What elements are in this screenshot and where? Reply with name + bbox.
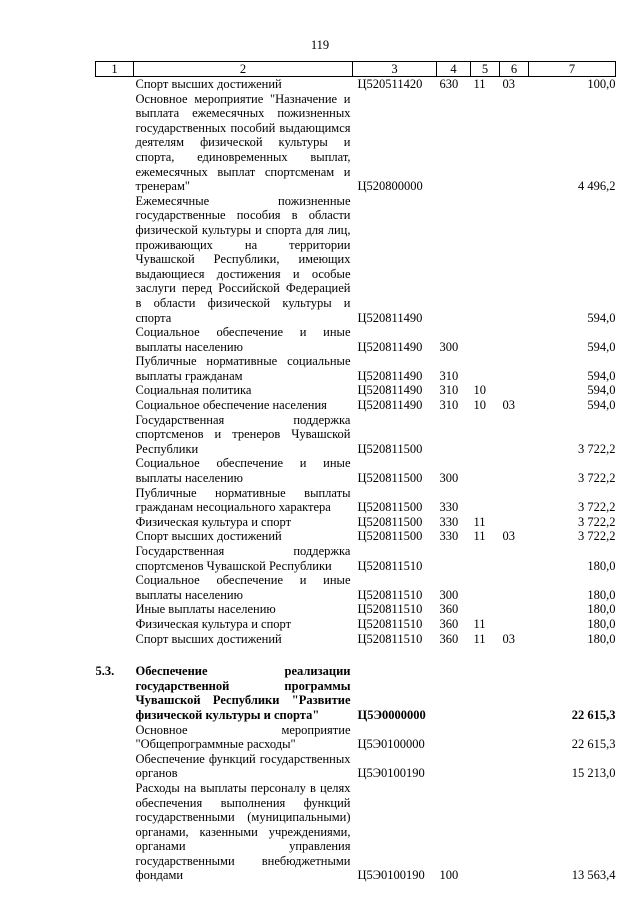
expense-type: 300: [439, 587, 459, 602]
budget-subsection: [500, 723, 529, 752]
budget-subsection: 03: [502, 398, 515, 413]
column-header-4: 4: [437, 62, 471, 77]
section-number: 5.3.: [95, 664, 115, 679]
expense-type: 330: [439, 500, 459, 515]
target-code: Ц520811510: [357, 631, 423, 646]
budget-section: [471, 664, 500, 722]
budget-subsection: [500, 544, 529, 573]
expense-type: 310: [439, 398, 459, 413]
item-name: Государственная поддержка спортсменов Чувашской Республики: [135, 544, 351, 573]
budget-section: [471, 325, 500, 354]
section-number: [96, 486, 134, 515]
amount: 3 722,2: [578, 471, 616, 486]
target-code: Ц5Э0100000: [357, 737, 425, 752]
expense-type: [437, 92, 471, 194]
amount: 180,0: [587, 587, 616, 602]
table-row: [96, 413, 616, 457]
expense-type: [437, 413, 471, 457]
section-number: [96, 632, 134, 647]
budget-subsection: [500, 602, 529, 617]
section-number: [96, 325, 134, 354]
item-name: Социальная политика: [135, 383, 252, 398]
section-number: [96, 723, 134, 752]
section-number: [96, 529, 134, 544]
target-code: Ц520811500: [357, 500, 423, 515]
table-header-row: [96, 62, 616, 77]
table-row: [96, 723, 616, 752]
budget-subsection: 03: [502, 77, 515, 91]
budget-section: [471, 456, 500, 485]
expense-type: [437, 194, 471, 325]
item-name: Спорт высших достижений: [135, 631, 282, 646]
expense-type: 300: [439, 339, 459, 354]
item-name: Обеспечение реализации государственной программы Чувашской Республики "Развитие физической культуры и спорта": [135, 664, 351, 722]
target-code: Ц5Э0000000: [357, 707, 426, 722]
item-name: Социальное обеспечение и иные выплаты населению: [135, 456, 351, 486]
expense-type: [437, 752, 471, 781]
table-row: [96, 632, 616, 647]
amount: 594,0: [587, 310, 616, 325]
target-code: Ц5Э0100190: [357, 868, 425, 883]
target-code: Ц520811490: [357, 368, 423, 383]
table-row: [96, 486, 616, 515]
table-row: [96, 664, 616, 722]
budget-subsection: [500, 456, 529, 485]
expense-type: [437, 664, 471, 722]
item-name: Ежемесячные пожизненные государственные пособия в области физической культуры и спорта для лиц, проживающих на территории Чувашской Республики, имеющих выдающиеся достижения и особые заслуги перед Российской Федерацией в области физической культуры и спорта: [135, 193, 351, 325]
item-name: Физическая культура и спорт: [135, 616, 292, 631]
amount: 100,0: [587, 77, 616, 91]
section-number: [96, 354, 134, 383]
target-code: Ц520811490: [357, 398, 423, 413]
budget-subsection: [500, 413, 529, 457]
amount: 594,0: [587, 383, 616, 398]
table-row: [96, 529, 616, 544]
expense-type: 360: [439, 602, 459, 617]
section-number: [96, 194, 134, 325]
target-code: Ц520811500: [357, 471, 423, 486]
amount: 13 563,4: [571, 868, 616, 883]
target-code: Ц520811500: [357, 441, 423, 456]
item-name: Основное мероприятие "Общепрограммные расходы": [135, 722, 351, 752]
table-row: [96, 398, 616, 413]
column-header-5: 5: [471, 62, 500, 77]
expense-type: 360: [439, 616, 459, 631]
expense-type: 310: [439, 368, 459, 383]
amount: 3 722,2: [578, 514, 616, 529]
item-name: Социальное обеспечение населения: [135, 398, 327, 413]
target-code: Ц520811510: [357, 602, 423, 617]
budget-section: [471, 752, 500, 781]
budget-section: 11: [473, 77, 486, 91]
table-row: [96, 602, 616, 617]
budget-subsection: 03: [502, 631, 515, 646]
section-number: [96, 456, 134, 485]
amount: 15 213,0: [571, 766, 616, 781]
section-number: [96, 617, 134, 632]
section-number: [96, 573, 134, 602]
amount: 180,0: [587, 602, 616, 617]
budget-subsection: [500, 354, 529, 383]
section-spacer: [96, 646, 616, 664]
budget-subsection: [500, 664, 529, 722]
target-code: Ц520811500: [357, 514, 423, 529]
expense-type: 630: [439, 77, 459, 91]
target-code: Ц520811510: [357, 558, 423, 573]
table-row: [96, 617, 616, 632]
table-row: [96, 515, 616, 530]
expense-type: [437, 723, 471, 752]
budget-section: 10: [473, 398, 486, 413]
section-number: [96, 752, 134, 781]
item-name: Спорт высших достижений: [135, 77, 282, 91]
budget-section: 11: [473, 514, 486, 529]
budget-subsection: [500, 781, 529, 883]
item-name: Социальное обеспечение и иные выплаты населению: [135, 325, 351, 354]
target-code: Ц520511420: [357, 77, 423, 91]
item-name: Основное мероприятие "Назначение и выплата ежемесячных пожизненных государственных пособий выдающимся деятелям физической культуры и спорта, единовременных выплат, ежемесячных выплат спортсменам и тренерам": [135, 91, 351, 194]
page-number: 119: [310, 38, 330, 52]
section-number: [96, 398, 134, 413]
budget-subsection: [500, 573, 529, 602]
amount: 180,0: [587, 631, 616, 646]
expense-type: 330: [439, 529, 459, 544]
budget-section: [471, 486, 500, 515]
expense-type: 330: [439, 514, 459, 529]
expense-type: 310: [439, 383, 459, 398]
item-name: Социальное обеспечение и иные выплаты населению: [135, 573, 351, 602]
item-name: Публичные нормативные социальные выплаты гражданам: [135, 354, 351, 383]
amount: 22 615,3: [571, 737, 616, 752]
expense-type: 100: [439, 868, 459, 883]
budget-subsection: [500, 617, 529, 632]
expense-type: [437, 544, 471, 573]
section-number: [96, 602, 134, 617]
budget-section: [471, 413, 500, 457]
amount: 594,0: [587, 398, 616, 413]
budget-section: 11: [473, 631, 486, 646]
budget-section: 11: [473, 529, 486, 544]
budget-section: 11: [473, 616, 486, 631]
table-row: [96, 456, 616, 485]
section-number: [96, 781, 134, 883]
budget-section: [471, 354, 500, 383]
target-code: Ц520811490: [357, 310, 423, 325]
section-number: [96, 413, 134, 457]
table-row: [96, 325, 616, 354]
budget-section: [471, 194, 500, 325]
expense-type: 300: [439, 471, 459, 486]
table-row: [96, 573, 616, 602]
amount: 180,0: [587, 616, 616, 631]
budget-subsection: [500, 752, 529, 781]
target-code: Ц520811490: [357, 339, 423, 354]
amount: 3 722,2: [578, 441, 616, 456]
target-code: Ц5Э0100190: [357, 766, 425, 781]
section-number: [96, 383, 134, 398]
budget-subsection: [500, 383, 529, 398]
amount: 3 722,2: [578, 500, 616, 515]
section-number: [96, 77, 134, 92]
budget-section: [471, 781, 500, 883]
amount: 594,0: [587, 368, 616, 383]
table-row: [96, 752, 616, 781]
budget-subsection: 03: [502, 529, 515, 544]
table-row: [96, 194, 616, 325]
budget-section: [471, 544, 500, 573]
column-header-1: 1: [96, 62, 134, 77]
table-row: [96, 92, 616, 194]
item-name: Государственная поддержка спортсменов и тренеров Чувашской Республики: [135, 412, 351, 456]
item-name: Публичные нормативные выплаты гражданам несоциального характера: [135, 485, 351, 515]
target-code: Ц520811500: [357, 529, 423, 544]
item-name: Обеспечение функций государственных органов: [135, 751, 351, 781]
item-name: Физическая культура и спорт: [135, 514, 292, 529]
table-row: [96, 354, 616, 383]
amount: 180,0: [587, 558, 616, 573]
budget-section: [471, 92, 500, 194]
table-row: [96, 383, 616, 398]
amount: 3 722,2: [578, 529, 616, 544]
spacer-cell: [96, 646, 616, 664]
amount: 594,0: [587, 339, 616, 354]
budget-table: [95, 61, 616, 883]
section-number: [96, 92, 134, 194]
item-name: Расходы на выплаты персоналу в целях обеспечения выполнения функций государственными (муниципальными) органами, казенными учреждениями, органами управления государственными внебюджетными фондами: [135, 780, 351, 883]
amount: 4 496,2: [578, 179, 616, 194]
budget-subsection: [500, 92, 529, 194]
table-row: [96, 544, 616, 573]
target-code: Ц520800000: [357, 179, 423, 194]
budget-section: [471, 573, 500, 602]
budget-section: [471, 723, 500, 752]
budget-section: 10: [473, 383, 486, 398]
table-row: [96, 77, 616, 92]
target-code: Ц520811510: [357, 616, 423, 631]
amount: 22 615,3: [571, 707, 616, 722]
budget-subsection: [500, 325, 529, 354]
target-code: Ц520811490: [357, 383, 423, 398]
item-name: Спорт высших достижений: [135, 529, 282, 544]
column-header-2: 2: [134, 62, 353, 77]
table-body: [96, 77, 616, 884]
column-header-3: 3: [353, 62, 437, 77]
item-name: Иные выплаты населению: [135, 602, 276, 617]
budget-subsection: [500, 486, 529, 515]
target-code: Ц520811510: [357, 587, 423, 602]
budget-section: [471, 602, 500, 617]
budget-subsection: [500, 194, 529, 325]
budget-subsection: [500, 515, 529, 530]
expense-type: 360: [439, 631, 459, 646]
section-number: [96, 515, 134, 530]
table-row: [96, 781, 616, 883]
section-number: [96, 544, 134, 573]
column-header-6: 6: [500, 62, 529, 77]
column-header-7: 7: [529, 62, 616, 77]
